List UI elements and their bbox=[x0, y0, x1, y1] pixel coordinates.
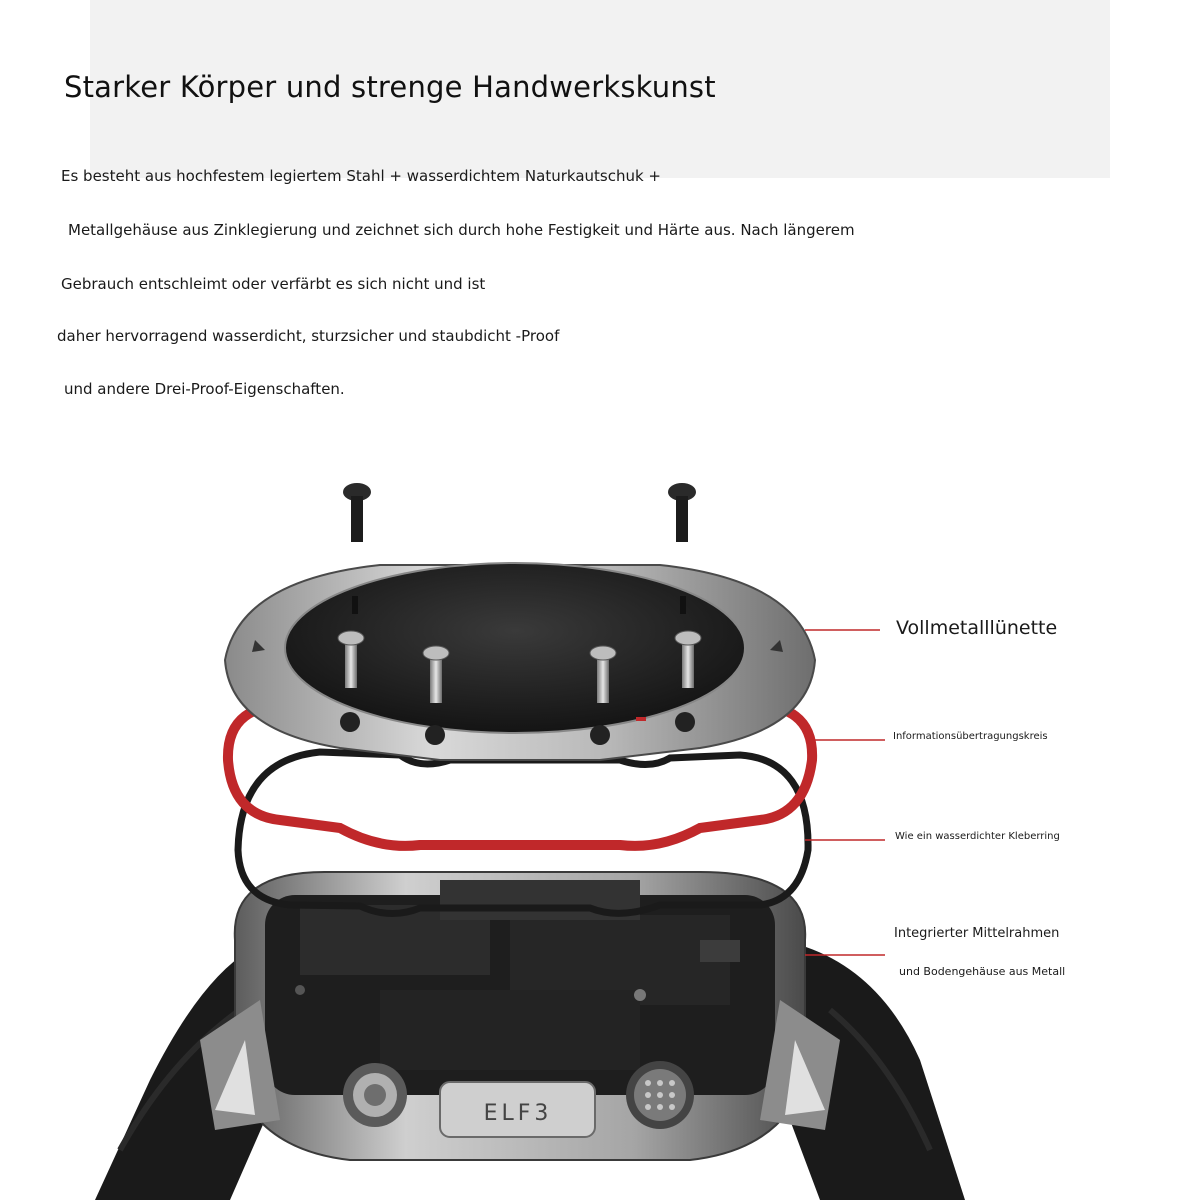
callout-information-ring: Informationsübertragungskreis bbox=[893, 731, 1048, 742]
page-title: Starker Körper und strenge Handwerkskunst bbox=[64, 70, 716, 104]
description-line-3: Gebrauch entschleimt oder verfärbt es sich nicht und ist bbox=[61, 275, 486, 293]
full-metal-bezel bbox=[225, 563, 815, 760]
description-line-1: Es besteht aus hochfestem legiertem Stahl + wasserdichtem Naturkautschuk + bbox=[61, 167, 661, 185]
exploded-watch-illustration bbox=[60, 470, 980, 1200]
description-line-5: und andere Drei-Proof-Eigenschaften. bbox=[64, 380, 345, 398]
watch-model-label: ELF3 bbox=[483, 1101, 553, 1126]
callout-lines bbox=[805, 630, 885, 955]
callout-middle-frame: Integrierter Mittelrahmen bbox=[894, 926, 1060, 941]
callout-adhesive-ring: Wie ein wasserdichter Kleberring bbox=[895, 831, 1060, 842]
callout-bottom-case: und Bodengehäuse aus Metall bbox=[899, 965, 1066, 978]
top-screws bbox=[343, 483, 696, 542]
description-line-4: daher hervorragend wasserdicht, sturzsicher und staubdicht -Proof bbox=[57, 327, 560, 345]
description-line-2: Metallgehäuse aus Zinklegierung und zeichnet sich durch hohe Festigkeit und Härte aus. Nach längerem bbox=[68, 221, 855, 239]
callout-full-metal-bezel: Vollmetalllünette bbox=[896, 617, 1058, 639]
